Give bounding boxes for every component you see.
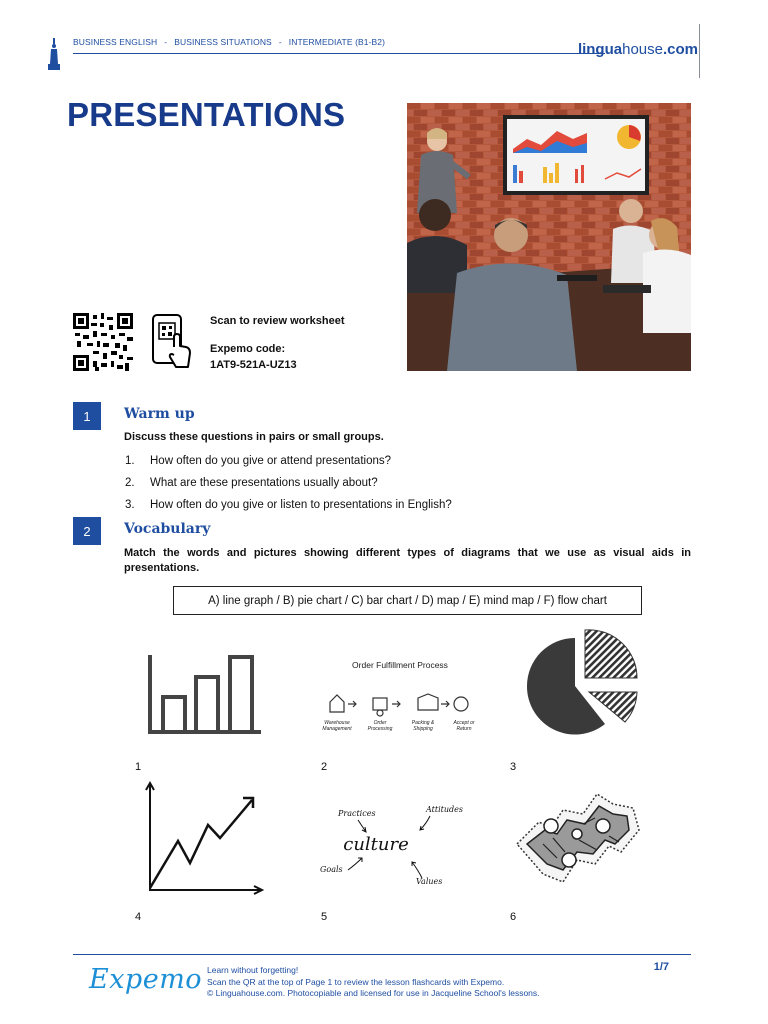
list-item bbox=[125, 477, 452, 499]
footer-line: © Linguahouse.com. Photocopiable and licensed for use in Jacqueline School's lessons. bbox=[207, 988, 540, 998]
qr-code[interactable] bbox=[73, 313, 133, 371]
page-header bbox=[47, 32, 700, 72]
picture-number: 5 bbox=[321, 911, 328, 923]
brand-logo[interactable] bbox=[578, 41, 698, 58]
mind-map-picture bbox=[318, 792, 466, 892]
picture-number: 6 bbox=[510, 911, 517, 923]
list-item bbox=[125, 455, 452, 477]
section-title-vocabulary: Vocabulary bbox=[124, 521, 211, 537]
brand-light: house bbox=[622, 41, 663, 58]
mind-map-center: culture bbox=[343, 834, 409, 855]
breadcrumb-item[interactable]: BUSINESS SITUATIONS bbox=[174, 37, 272, 47]
section-number-box: 1 bbox=[73, 402, 101, 430]
mind-map-word: Values bbox=[416, 877, 443, 886]
statue-of-liberty-icon bbox=[47, 38, 61, 70]
flow-chart-title: Order Fulfillment Process bbox=[352, 660, 448, 670]
pie-chart-picture bbox=[513, 628, 643, 743]
word-bank: A) line graph / B) pie chart / C) bar chart / D) map / E) mind map / F) flow chart bbox=[173, 586, 642, 615]
question-text: How often do you give or listen to presentations in English? bbox=[150, 499, 452, 511]
section-instruction: Match the words and pictures showing different types of diagrams that we use as visual aids in presentations. bbox=[124, 547, 691, 574]
breadcrumb-item[interactable]: BUSINESS ENGLISH bbox=[73, 37, 158, 47]
section-title-warm-up: Warm up bbox=[124, 406, 195, 422]
breadcrumb-separator: - bbox=[164, 37, 168, 47]
phone-scan-icon bbox=[150, 313, 194, 371]
footer-text bbox=[207, 965, 540, 1000]
flow-step-label: Accept or bbox=[453, 720, 475, 726]
picture-number: 1 bbox=[135, 761, 142, 773]
header-divider bbox=[73, 53, 605, 54]
question-number: 1. bbox=[125, 455, 135, 467]
mind-map-word: Goals bbox=[320, 865, 343, 874]
scan-label: Scan to review worksheet bbox=[210, 315, 345, 327]
page-number: 1/7 bbox=[653, 961, 669, 973]
flow-step-label: Warehouse bbox=[324, 720, 350, 726]
mind-map-word: Attitudes bbox=[426, 805, 463, 814]
meeting-photo bbox=[407, 103, 691, 371]
picture-number: 2 bbox=[321, 761, 328, 773]
flow-step-label: Packing & bbox=[411, 720, 435, 726]
question-number: 2. bbox=[125, 477, 135, 489]
picture-number: 3 bbox=[510, 761, 517, 773]
header-vertical-line bbox=[699, 24, 700, 78]
expemo-code: 1AT9-521A-UZ13 bbox=[210, 359, 297, 371]
bar-chart-picture bbox=[133, 630, 278, 745]
footer-divider bbox=[73, 954, 691, 955]
brand-bold: lingua bbox=[577, 41, 623, 58]
flow-step-label: Processing bbox=[367, 726, 393, 732]
expemo-logo[interactable]: Expemo bbox=[89, 964, 203, 995]
breadcrumb-item[interactable]: INTERMEDIATE (B1-B2) bbox=[288, 37, 386, 47]
flow-chart-picture bbox=[318, 650, 483, 745]
brand-suffix: .com bbox=[662, 41, 698, 58]
map-picture bbox=[513, 782, 643, 897]
question-number: 3. bbox=[125, 499, 135, 511]
section-number-box: 2 bbox=[73, 517, 101, 545]
question-list bbox=[125, 455, 452, 521]
section-instruction: Discuss these questions in pairs or small groups. bbox=[124, 431, 384, 443]
question-text: What are these presentations usually about? bbox=[150, 477, 378, 489]
page-title: PRESENTATIONS bbox=[67, 96, 346, 133]
flow-step-label: Management bbox=[322, 726, 352, 732]
expemo-code-label: Expemo code: bbox=[210, 343, 286, 355]
flow-step-label: Return bbox=[456, 726, 472, 732]
picture-number: 4 bbox=[135, 911, 142, 923]
breadcrumb bbox=[73, 37, 385, 47]
footer-line: Learn without forgetting! bbox=[207, 965, 299, 975]
question-text: How often do you give or attend presentations? bbox=[150, 455, 392, 467]
list-item bbox=[125, 499, 452, 521]
flow-step-label: Order bbox=[373, 720, 387, 726]
breadcrumb-separator: - bbox=[278, 37, 282, 47]
footer-line: Scan the QR at the top of Page 1 to review the lesson flashcards with Expemo. bbox=[207, 976, 505, 987]
line-graph-picture bbox=[133, 780, 278, 895]
qr-info bbox=[210, 313, 345, 373]
mind-map-word: Practices bbox=[338, 809, 376, 818]
flow-step-label: Shipping bbox=[413, 726, 433, 732]
